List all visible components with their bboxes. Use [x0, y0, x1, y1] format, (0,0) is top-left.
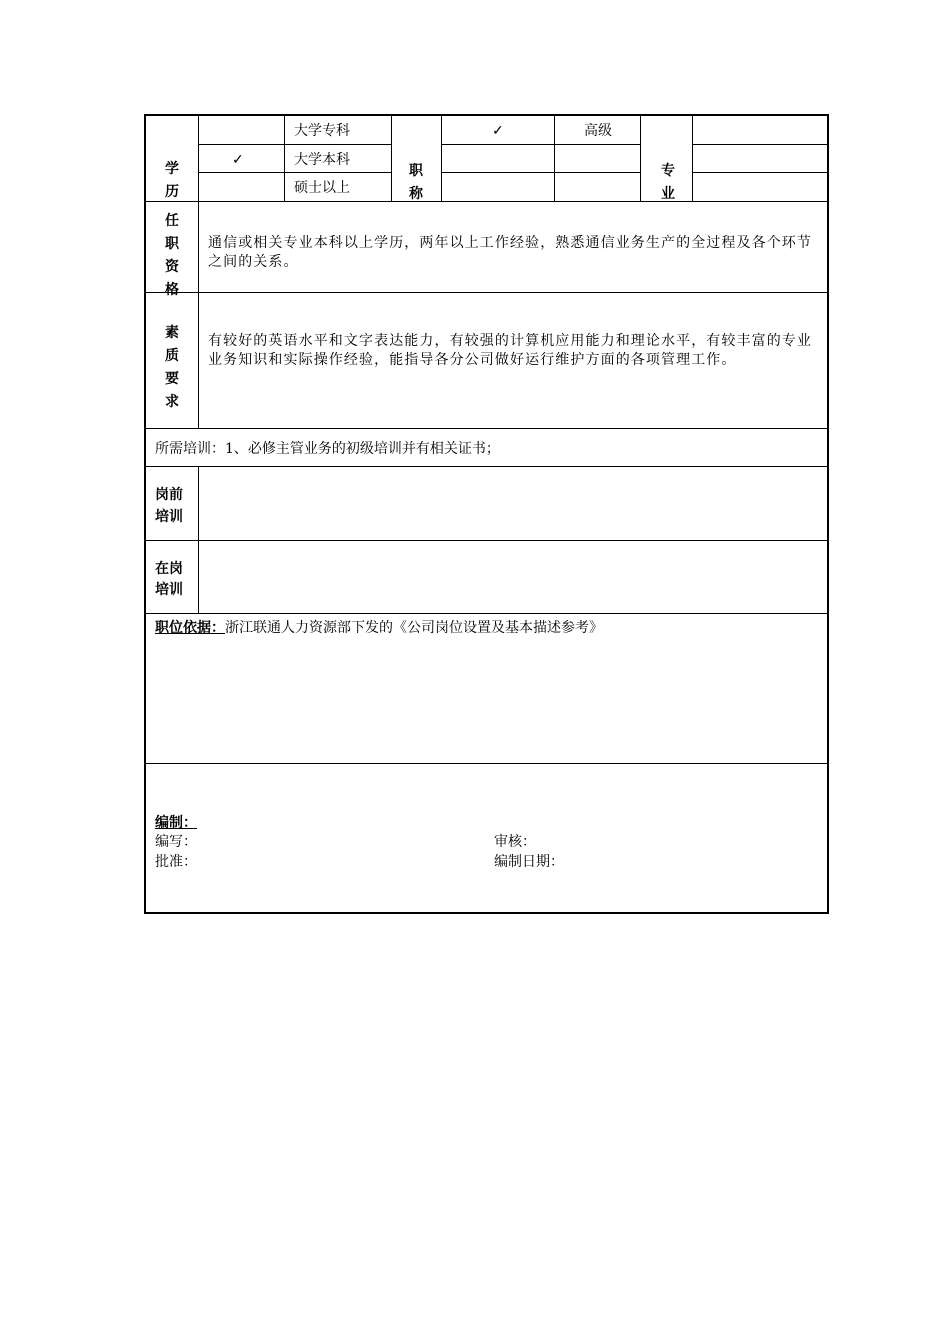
education-check-2: ✓ [232, 152, 244, 168]
col-divider [198, 466, 199, 613]
position-basis [155, 618, 603, 638]
title-rank-check-1: ✓ [492, 123, 504, 139]
col-divider [441, 116, 442, 201]
position-basis-text: 浙江联通人力资源部下发的《公司岗位设置及基本描述参考》 [225, 620, 603, 636]
row-divider [198, 144, 392, 145]
col-divider [391, 116, 392, 201]
quality-text: 有较好的英语水平和文字表达能力，有较强的计算机应用能力和理论水平，有较丰富的专业业务知识和实际操作经验，能指导各分公司做好运行维护方面的各项管理工作。 [208, 333, 812, 368]
col-divider [554, 116, 555, 201]
row-divider [692, 172, 827, 173]
title-rank-label: 职 称 [409, 163, 423, 202]
education-option-1: 大学专科 [294, 123, 350, 139]
row-divider [692, 144, 827, 145]
reviewer-label: 审核： [494, 834, 536, 850]
row-divider [146, 201, 827, 202]
required-training: 所需培训：1、必修主管业务的初级培训并有相关证书； [155, 441, 500, 457]
col-divider [198, 116, 199, 428]
qualification-text: 通信或相关专业本科以上学历，两年以上工作经验，熟悉通信业务生产的全过程及各个环节之间的关系。 [208, 235, 812, 270]
pre-job-training-label-1: 岗前 [155, 487, 183, 503]
compile-date-label: 编制日期： [494, 854, 564, 870]
major-label: 专 业 [661, 163, 675, 202]
education-label: 学 历 [165, 161, 179, 200]
col-divider [640, 116, 641, 201]
job-description-table [144, 114, 829, 914]
approver-label: 批准： [155, 854, 197, 870]
quality-label: 素 质 要 求 [165, 325, 179, 410]
row-divider [146, 763, 827, 764]
pre-job-training-label-2: 培训 [155, 509, 183, 525]
qualification-label: 任 职 资 格 [165, 213, 179, 298]
row-divider [146, 613, 827, 614]
writer-label: 编写： [155, 834, 197, 850]
compile-label: 编制： [155, 815, 197, 831]
col-divider [692, 116, 693, 201]
on-job-training-label-1: 在岗 [155, 561, 183, 577]
row-divider [441, 144, 641, 145]
education-option-2: 大学本科 [294, 152, 350, 168]
row-divider [146, 466, 827, 467]
on-job-training-label-2: 培训 [155, 582, 183, 598]
row-divider [441, 172, 641, 173]
col-divider [284, 116, 285, 201]
title-rank-option-1: 高级 [584, 123, 612, 139]
row-divider [146, 540, 827, 541]
position-basis-label: 职位依据： [155, 620, 225, 636]
education-option-3: 硕士以上 [294, 180, 350, 196]
row-divider [146, 428, 827, 429]
row-divider [198, 172, 392, 173]
row-divider [146, 292, 827, 293]
